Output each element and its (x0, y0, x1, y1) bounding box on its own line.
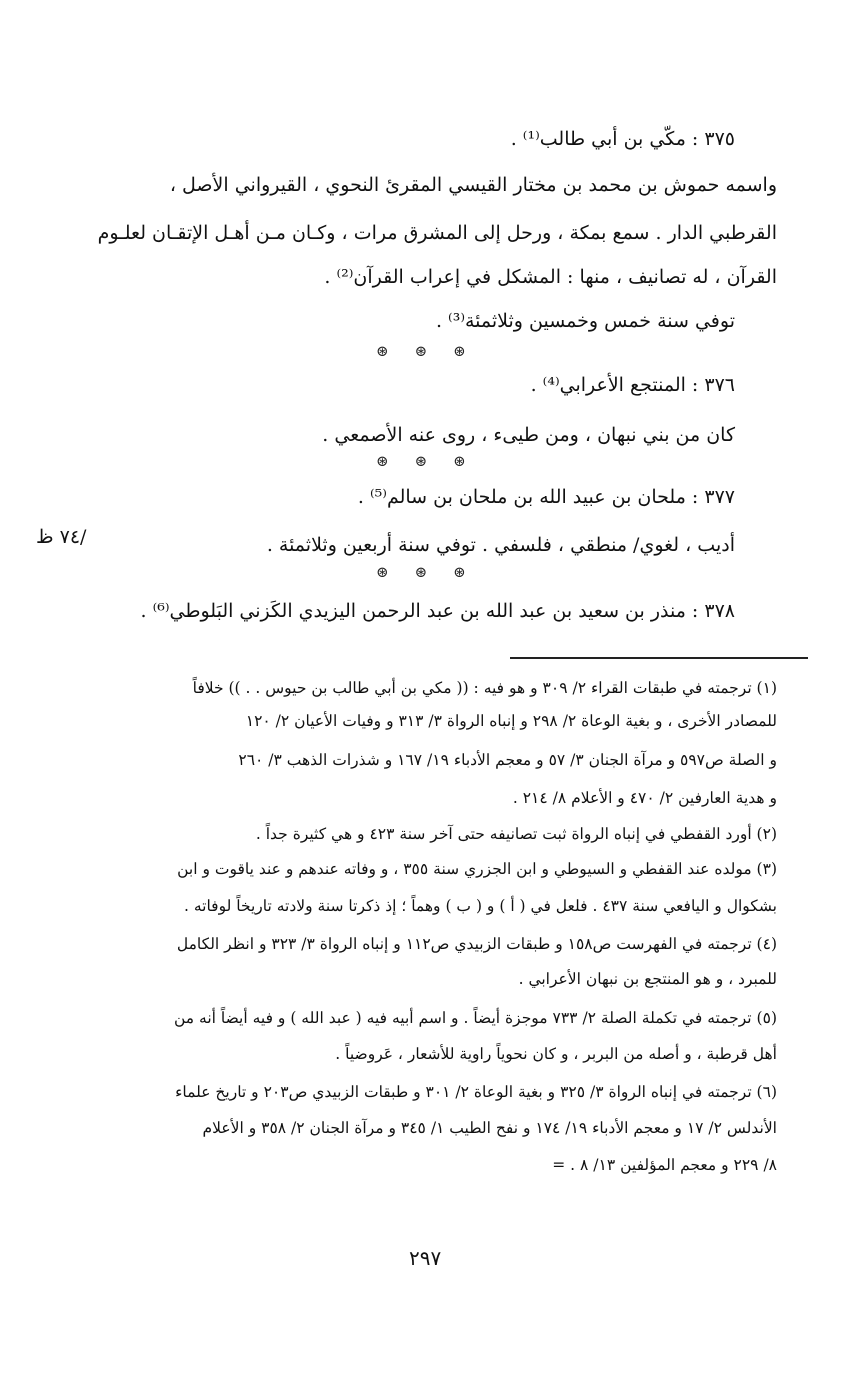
ornament-icon: ⊛ (414, 563, 428, 581)
ornament-icon: ⊛ (376, 563, 389, 581)
footnote-line: بشكوال و اليافعي سنة ٤٣٧ . فلعل في ( أ ) و ( ب ) وهماً ؛ إذ ذكرتا سنة ولادته تاريخاً لوفاته . (183, 897, 777, 915)
entry-375-line-1: واسمه حموش بن محمد بن مختار القيسي المقرئ النحوي ، القيرواني الأصل ، (169, 174, 777, 196)
ornament-icon: ⊛ (453, 342, 466, 360)
page-number: ٢٩٧ (409, 1246, 442, 1270)
ornament-icon: ⊛ (376, 342, 389, 360)
entry-375-line-2: القرطبي الدار . سمع بمكة ، ورحل إلى المشرق مرات ، وكـان مـن أهـل الإتقـان لعلـوم (97, 222, 777, 244)
footnote-line: (٢) أورد القفطي في إنباه الرواة ثبت تصانيفه حتى آخر سنة ٤٢٣ و هي كثيرة جداً . (255, 825, 777, 843)
entry-378-heading: ٣٧٨ : منذر بن سعيد بن عبد الله بن عبد الرحمن اليزيدي الكَزني البَلوطي⁽⁶⁾ . (140, 600, 735, 622)
entry-375-heading: ٣٧٥ : مكّي بن أبي طالب⁽¹⁾ . (510, 128, 735, 150)
ornament-icon: ⊛ (453, 452, 466, 470)
ornament-divider-1 (376, 342, 466, 360)
footnote-line: للمصادر الأخرى ، و بغية الوعاة ٢/ ٢٩٨ و إنباه الرواة ٣/ ٣١٣ و وفيات الأعيان ٢/ ١٢٠ (245, 712, 777, 730)
entry-377-line-1: أديب ، لغوي/ منطقي ، فلسفي . توفي سنة أربعين وثلاثمئة . (266, 534, 735, 556)
ornament-icon: ⊛ (453, 563, 466, 581)
ornament-icon: ⊛ (376, 452, 389, 470)
entry-376-line-1: كان من بني نبهان ، ومن طيىء ، روى عنه الأصمعي . (322, 424, 735, 446)
footnote-line: (٤) ترجمته في الفهرست ص١٥٨ و طبقات الزبيدي ص١١٢ و إنباه الرواة ٣/ ٣٢٣ و انظر الكامل (176, 935, 777, 953)
entry-375-line-3: القرآن ، له تصانيف ، منها : المشكل في إعراب القرآن⁽²⁾ . (324, 266, 777, 288)
entry-377-heading: ٣٧٧ : ملحان بن عبيد الله بن ملحان بن سالم⁽⁵⁾ . (357, 486, 735, 508)
footnote-line: ٨/ ٢٢٩ و معجم المؤلفين ١٣/ ٨ . = (552, 1156, 777, 1174)
ornament-divider-3 (376, 563, 466, 581)
folio-margin-note: /٧٤ ظ (36, 526, 87, 548)
footnote-separator (510, 657, 808, 659)
footnote-line: أهل قرطبة ، و أصله من البربر ، و كان نحوياً راوية للأشعار ، عَروضياً . (335, 1045, 777, 1063)
footnote-line: و هدية العارفين ٢/ ٤٧٠ و الأعلام ٨/ ٢١٤ . (512, 789, 777, 807)
ornament-icon: ⊛ (414, 342, 428, 360)
footnote-line: الأندلس ٢/ ١٧ و معجم الأدباء ١٩/ ١٧٤ و نفح الطيب ١/ ٣٤٥ و مرآة الجنان ٢/ ٣٥٨ و الأعلام (202, 1119, 777, 1137)
footnote-line: للمبرد ، و هو المنتجع بن نبهان الأعرابي . (518, 970, 777, 988)
footnote-line: (١) ترجمته في طبقات القراء ٢/ ٣٠٩ و هو فيه : (( مكي بن أبي طالب بن حيوس . . )) خلافاً (192, 679, 777, 697)
ornament-icon: ⊛ (414, 452, 428, 470)
ornament-divider-2 (376, 452, 466, 470)
footnote-line: و الصلة ص٥٩٧ و مرآة الجنان ٣/ ٥٧ و معجم الأدباء ١٩/ ١٦٧ و شذرات الذهب ٣/ ٢٦٠ (238, 751, 777, 769)
footnote-line: (٦) ترجمته في إنباه الرواة ٣/ ٣٢٥ و بغية الوعاة ٢/ ٣٠١ و طبقات الزبيدي ص٢٠٣ و تاريخ علماء (175, 1083, 777, 1101)
entry-376-heading: ٣٧٦ : المنتجع الأعرابي⁽⁴⁾ . (530, 374, 735, 396)
footnote-line: (٥) ترجمته في تكملة الصلة ٢/ ٧٣٣ موجزة أيضاً . و اسم أبيه فيه ( عبد الله ) و فيه أيضاً أنه من (173, 1009, 777, 1027)
entry-375-line-4: توفي سنة خمس وخمسين وثلاثمئة⁽³⁾ . (435, 310, 735, 332)
footnote-line: (٣) مولده عند القفطي و السيوطي و ابن الجزري سنة ٣٥٥ ، و وفاته عندهم و عند ياقوت و ابن (177, 860, 777, 878)
